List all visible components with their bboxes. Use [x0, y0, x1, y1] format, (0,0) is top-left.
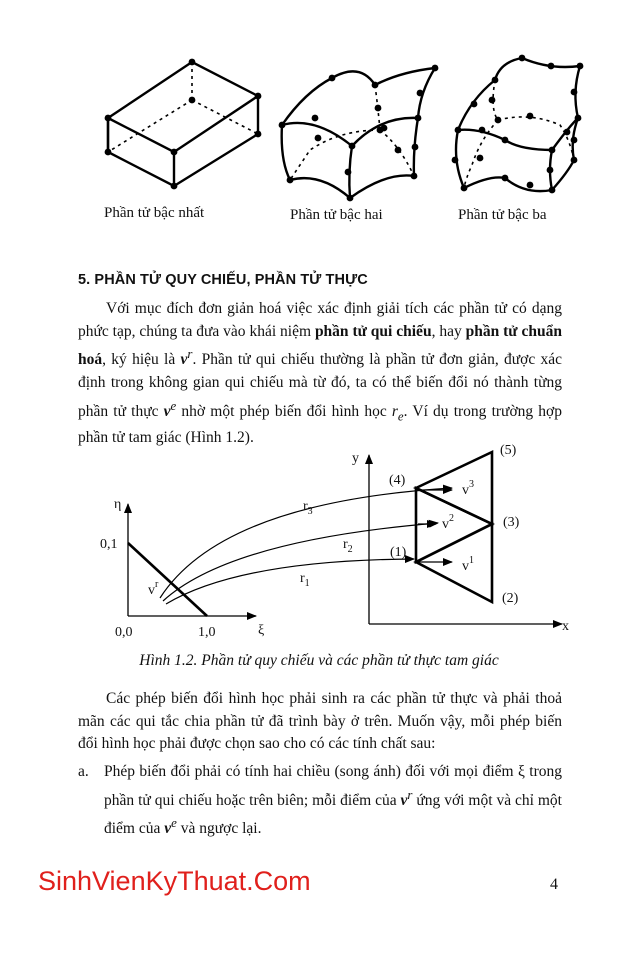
r3-label — [303, 499, 313, 517]
x-label: x — [562, 619, 569, 634]
reference-triangle — [128, 543, 207, 616]
node-5-label: (5) — [500, 443, 517, 458]
node-3-label: (3) — [503, 515, 520, 530]
real-element-v1 — [416, 524, 492, 602]
caption-quadratic: Phần tử bậc hai — [290, 207, 383, 223]
site-watermark: SinhVienKyThuat.Com — [38, 866, 311, 896]
text-run: nhờ một phép biến đổi hình học — [176, 402, 392, 420]
tick-0-0: 0,0 — [115, 625, 133, 640]
paragraph-conditions — [78, 688, 562, 756]
eta-label: η — [114, 497, 122, 512]
v1-base: v — [462, 559, 469, 574]
tick-1-0: 1,0 — [198, 625, 216, 640]
vr-sup: r — [155, 579, 159, 590]
symbol-r: r — [391, 402, 398, 420]
v2-sup: 2 — [449, 513, 454, 524]
v3-label — [462, 479, 474, 498]
vr-label — [148, 579, 159, 598]
v2-label — [442, 513, 454, 532]
text-run: Các phép biến đổi hình học phải sinh ra các phần tử thực và phải thoả mãn các qui tắc chia phần tử đã trình bày ở trên. Muốn vậy, mỗi phép biến đổi hình học phải được chọn sao cho có các tính chất sau: — [78, 690, 562, 753]
caption-cubic: Phần tử bậc ba — [458, 207, 547, 223]
text-run: Phép biến đổi phải có tính hai chiều (song ánh) đối với mọi điểm ξ trong phần tử qui chiếu hoặc trên biên; mỗi điểm của — [104, 763, 562, 809]
r1-label — [300, 571, 310, 589]
r2-sub: 2 — [347, 544, 353, 555]
node-2-label: (2) — [502, 591, 519, 606]
node-1-label: (1) — [390, 545, 407, 560]
figure-caption: Hình 1.2. Phần tử quy chiếu và các phần tử thực tam giác — [139, 652, 499, 669]
v3-sup: 3 — [469, 479, 474, 490]
tick-0-1: 0,1 — [100, 537, 118, 552]
v1-label — [462, 555, 474, 574]
r3-base: r — [303, 499, 308, 514]
r1-sub: 1 — [304, 578, 310, 589]
caption-linear: Phần tử bậc nhất — [104, 205, 205, 221]
node-4-label: (4) — [389, 473, 406, 488]
v2-base: v — [442, 517, 449, 532]
term-normalized-element: phần tử chuẩn hoá — [78, 322, 562, 369]
text-run: . Phần tử qui chiếu thường là phần tử đơn giản, được xác định trong không gian qui chiếu mà từ đó, ta có thể biến đổi nó thành từng phần tử thực — [78, 351, 563, 420]
real-element-v2 — [416, 488, 492, 562]
symbol-v: v — [180, 351, 188, 369]
text-run: và ngược lại. — [176, 820, 262, 838]
list-item — [78, 761, 562, 841]
xi-label: ξ — [258, 623, 265, 638]
section-heading: 5. PHẦN TỬ QUY CHIẾU, PHẦN TỬ THỰC — [78, 272, 368, 288]
text-run: , hay — [431, 322, 466, 340]
mapping-arrow-r2 — [163, 523, 438, 601]
symbol-sup: e — [170, 397, 177, 413]
r2-base: r — [343, 537, 348, 552]
symbol-v: v — [400, 791, 408, 809]
symbol-sup: r — [187, 346, 193, 362]
text-run: , ký hiệu là — [102, 351, 181, 369]
symbol-sup: e — [171, 815, 177, 831]
mapping-arrow-r1 — [166, 559, 414, 604]
y-label: y — [352, 451, 359, 466]
symbol-sup: r — [407, 786, 413, 802]
r1-base: r — [300, 571, 305, 586]
list-marker: a. — [78, 763, 89, 780]
symbol-v: v — [164, 820, 172, 838]
r3-sub: 3 — [307, 506, 313, 517]
page-number: 4 — [550, 876, 558, 893]
symbol-sub: e — [397, 407, 404, 423]
text-run: . Ví dụ trong trường hợp phần tử tam giác (Hình 1.2). — [78, 402, 562, 447]
symbol-v: v — [163, 402, 171, 420]
v3-base: v — [462, 483, 469, 498]
real-element-v3 — [416, 452, 492, 524]
vr-base: v — [148, 583, 155, 598]
text-run: Với mục đích đơn giản hoá việc xác định giải tích các phần tử có dạng phức tạp, chúng ta đưa vào khái niệm — [78, 300, 562, 340]
v1-sup: 1 — [469, 555, 474, 566]
text-run: ứng với một và chỉ một điểm của — [104, 791, 562, 838]
r2-label — [343, 537, 353, 555]
term-reference-element: phần tử qui chiếu — [314, 322, 432, 340]
